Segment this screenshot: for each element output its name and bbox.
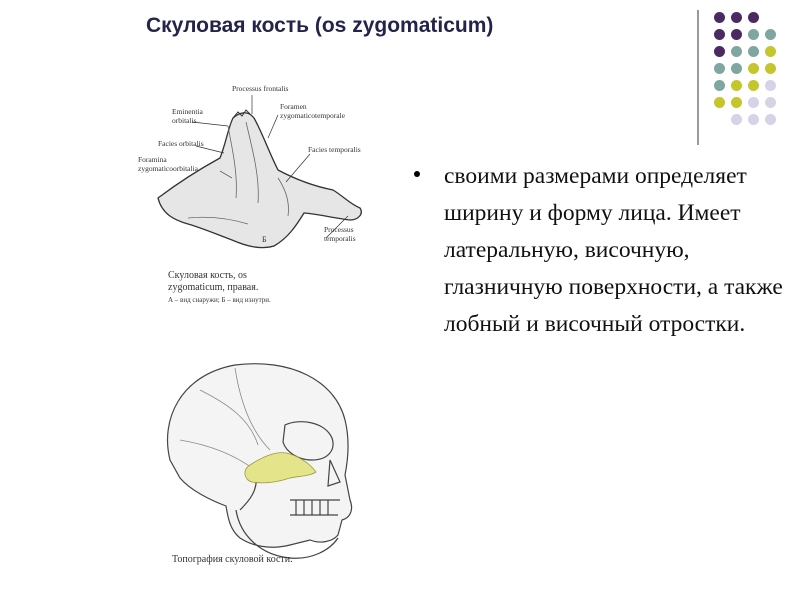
slide-title: Скуловая кость (os zygomaticum) xyxy=(146,14,494,37)
decor-dot xyxy=(714,29,725,40)
label-view-letter: Б xyxy=(262,235,267,244)
decor-dot-grid xyxy=(710,12,780,130)
figure-bottom-caption: Топография скуловой кости. xyxy=(172,554,293,565)
decor-dot xyxy=(748,29,759,40)
decor-dot xyxy=(765,114,776,125)
decor-dot xyxy=(765,46,776,57)
decor-dot xyxy=(765,80,776,91)
label-facies-temporalis: Facies temporalis xyxy=(308,145,361,154)
decor-dot xyxy=(714,12,725,23)
decor-dot xyxy=(765,97,776,108)
skull-topography-figure xyxy=(140,350,390,580)
label-foramina-1: Foramina xyxy=(138,155,167,164)
decor-divider-line xyxy=(697,10,699,145)
decor-dot xyxy=(765,63,776,74)
figure-top-caption-line3: А – вид снаружи; Б – вид изнутри. xyxy=(168,296,271,304)
decor-dot xyxy=(748,114,759,125)
decor-dot xyxy=(731,46,742,57)
decor-dot xyxy=(731,80,742,91)
bullet-list xyxy=(414,158,784,343)
decor-dot xyxy=(714,63,725,74)
decor-dot xyxy=(748,63,759,74)
zygomatic-bone-figure xyxy=(128,78,398,318)
decor-dot xyxy=(731,97,742,108)
label-eminentia-1: Eminentia xyxy=(172,107,203,116)
bullet-marker xyxy=(414,171,420,177)
decor-dot xyxy=(748,12,759,23)
decor-dot xyxy=(765,29,776,40)
decor-dot xyxy=(731,29,742,40)
decor-dot xyxy=(731,12,742,23)
decor-dot xyxy=(714,46,725,57)
decor-dot xyxy=(731,114,742,125)
label-facies-orbitalis: Facies orbitalis xyxy=(158,139,204,148)
label-eminentia-2: orbitalis xyxy=(172,116,197,125)
decor-dot xyxy=(714,80,725,91)
label-processus-temporalis-2: temporalis xyxy=(324,234,356,243)
decor-dot xyxy=(748,46,759,57)
figure-top-caption-line2: zygomaticum, правая. xyxy=(168,282,259,293)
label-foramen-2: zygomaticotemporale xyxy=(280,111,345,120)
label-foramina-2: zygomaticoorbitalia xyxy=(138,164,198,173)
decor-dot xyxy=(748,80,759,91)
label-processus-frontalis: Processus frontalis xyxy=(232,84,289,93)
label-processus-temporalis-1: Processus xyxy=(324,225,354,234)
decor-dot xyxy=(714,97,725,108)
bullet-text: своими размерами определяет ширину и форму лица. Имеет латеральную, височную, глазничную поверхности, а также лобный и височный отростки. xyxy=(444,163,783,337)
decor-dot xyxy=(731,63,742,74)
label-foramen-1: Foramen xyxy=(280,102,307,111)
decor-dot xyxy=(748,97,759,108)
figure-top-caption-line1: Скуловая кость, os xyxy=(168,270,247,281)
